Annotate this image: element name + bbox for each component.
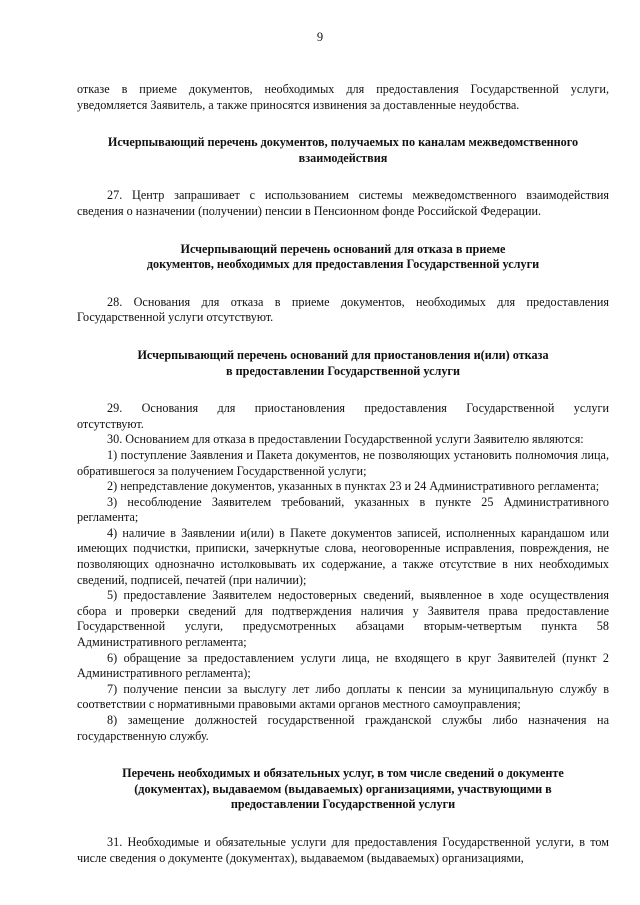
heading-required-services bbox=[77, 766, 609, 813]
page-content bbox=[77, 82, 609, 866]
refusal-ground-3: 3) несоблюдение Заявителем требований, указанных в пункте 25 Административного регламента; bbox=[77, 494, 609, 525]
refusal-ground-1: 1) поступление Заявления и Пакета документов, не позволяющих установить полномочия лица, обратившегося за получением Государственной услуги; bbox=[77, 447, 609, 478]
heading-refusal-docs-line2: документов, необходимых для предоставления Государственной услуги bbox=[146, 257, 540, 272]
refusal-ground-5: 5) предоставление Заявителем недостоверных сведений, выявленное в ходе осуществления сбора и проверки сведений для подтверждения наличия у Заявителя права предоставление Государственной услуги, предусмотренных абзацами вторым-четвертым пункта 58 Административного регламента; bbox=[77, 588, 609, 650]
item-31: 31. Необходимые и обязательные услуги для предоставления Государственной услуги, в том числе сведения о документе (документах), выдаваемом (выдаваемых) организациями, bbox=[77, 834, 609, 865]
refusal-ground-6: 6) обращение за предоставлением услуги лица, не входящего в круг Заявителей (пункт 2 Административного регламента); bbox=[77, 650, 609, 681]
item-29-line1: 29. Основания для приостановления предоставления Государственной услуги bbox=[107, 401, 609, 416]
page-number: 9 bbox=[316, 30, 324, 44]
item-30: 30. Основанием для отказа в предоставлении Государственной услуги Заявителю являются: bbox=[107, 432, 584, 447]
item-29-line2: отсутствуют. bbox=[77, 416, 144, 431]
refusal-ground-4: 4) наличие в Заявлении и(или) в Пакете документов записей, исполненных карандашом или имеющих подчистки, приписки, зачеркнутые слова, неоговоренные исправления, повреждения, не позволяющих однозначно истолковывать их содержание, а также отсутствие в них необходимых сведений, подписей, печатей (при наличии); bbox=[77, 525, 609, 587]
heading-required-services-line1: Перечень необходимых и обязательных услуг, в том числе сведений о документе bbox=[122, 766, 564, 781]
item-28: 28. Основания для отказа в приеме документов, необходимых для предоставления Государственной услуги отсутствуют. bbox=[77, 294, 609, 325]
item-27: 27. Центр запрашивает с использованием системы межведомственного взаимодействия сведения о назначении (получении) пенсии в Пенсионном фонде Российской Федерации. bbox=[77, 188, 609, 218]
heading-interagency bbox=[77, 135, 609, 166]
intro-paragraph: отказе в приеме документов, необходимых для предоставления Государственной услуги, уведомляется Заявитель, а также приносятся извинения за доставленные неудобства. bbox=[77, 82, 609, 112]
heading-suspension bbox=[77, 348, 609, 379]
heading-required-services-line3: предоставлении Государственной услуги bbox=[230, 797, 456, 812]
heading-required-services-line2: (документах), выдаваемом (выдаваемых) организациями, участвующими в bbox=[134, 781, 552, 796]
heading-interagency-line2: взаимодействия bbox=[298, 150, 388, 165]
heading-suspension-line2: в предоставлении Государственной услуги bbox=[226, 363, 460, 378]
refusal-ground-2: 2) непредставление документов, указанных в пунктах 23 и 24 Административного регламента; bbox=[107, 479, 600, 494]
refusal-ground-7: 7) получение пенсии за выслугу лет либо доплаты к пенсии за муниципальную службу в соответствии с нормативными правовыми актами органов местного самоуправления; bbox=[77, 681, 609, 712]
heading-interagency-line1: Исчерпывающий перечень документов, получаемых по каналам межведомственного bbox=[107, 135, 579, 150]
refusal-ground-8: 8) замещение должностей государственной гражданской службы либо назначения на государственную службу. bbox=[77, 713, 609, 743]
heading-refusal-docs bbox=[77, 242, 609, 273]
heading-suspension-line1: Исчерпывающий перечень оснований для приостановления и(или) отказа bbox=[137, 347, 549, 362]
heading-refusal-docs-line1: Исчерпывающий перечень оснований для отказа в приеме bbox=[180, 241, 506, 256]
